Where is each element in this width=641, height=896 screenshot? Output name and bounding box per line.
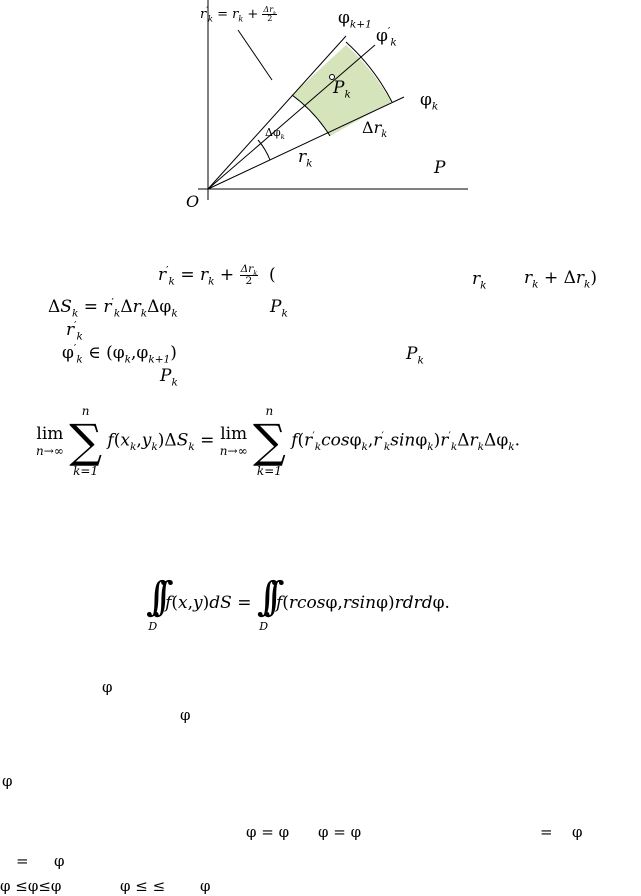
fig-label-pk: $P_k$ xyxy=(333,78,351,101)
fig-label-phi-k-prime: $\varphi'_k$ xyxy=(376,25,397,49)
polar-sector-diagram xyxy=(0,0,641,240)
fragment-row-eq1: φ = φ xyxy=(246,823,290,841)
formula-rk-prime-alone: $r'_k$ xyxy=(66,319,83,343)
fragment-row2-eq: = xyxy=(16,852,29,870)
fig-label-delta-rk: $\Delta r_k$ xyxy=(362,118,388,141)
formula-pk-a: $P_k$ xyxy=(270,297,288,320)
formula-pk-c: $P_k$ xyxy=(160,366,178,389)
fragment-phi-c: φ xyxy=(2,772,13,790)
angle-arc-delta-phi xyxy=(258,140,270,160)
formula-phi-in: $\varphi'_k$ ∈ $(\varphi_k,\varphi_{k+1})$ xyxy=(62,342,177,366)
formula-pk-b: $P_k$ xyxy=(406,344,424,367)
formula-limit-sum: lim n→∞ n ∑ k=1 $f(x_k,y_k)\Delta S_k = \lim$ n→∞ n ∑ k=1 $f(r'_k\cos\varphi_k,r'_k\sin\varphi_k)r'_k\Delta r_k\Delta\varphi_k$. xyxy=(36,404,521,478)
fig-label-rk-prime-formula: $r'_k = r_k$ + $\frac{\Delta r_k}{2}$ xyxy=(200,5,277,25)
fig-label-delta-phik: $\Delta\varphi_k$ xyxy=(265,126,285,142)
fragment-phi-a: φ xyxy=(102,678,113,696)
fig-label-phi-k1: $\varphi_{k+1}$ xyxy=(338,8,372,31)
fragment-row2-phi: φ xyxy=(54,852,65,870)
fragment-row3-phi: φ xyxy=(200,877,211,895)
fragment-row-eq3: = xyxy=(540,823,553,841)
formula-rk-prime: $r'_k = r_k$ + $\frac{\Delta r_k}{2}$ ( xyxy=(158,263,276,288)
formula-double-integral: ∫∫ D f(x,y)dS = ∫∫ D f(rcosφ,rsinφ)rdrdφ. xyxy=(146,574,450,633)
fig-label-p: P xyxy=(434,158,446,178)
fragment-row3-ineq1: φ ≤φ≤φ xyxy=(0,877,62,895)
fragment-phi-b: φ xyxy=(180,706,191,724)
fig-label-phi-k: $\varphi_k$ xyxy=(420,90,439,113)
formula-delta-sk: $\Delta S_k = r'_k\Delta r_k\Delta\varphi_k$ xyxy=(48,296,178,320)
fragment-row-phi3: φ xyxy=(572,823,583,841)
fragment-row-eq2: φ = φ xyxy=(318,823,362,841)
fragment-row3-ineq2: φ ≤ ≤ xyxy=(120,877,166,895)
fig-label-o: O xyxy=(186,192,200,211)
leader-line xyxy=(238,30,272,80)
fig-label-rk: $r_k$ xyxy=(298,147,313,170)
ray-phi-k xyxy=(208,97,404,189)
formula-rk: $r_k$ xyxy=(472,269,487,292)
formula-rk-plus-drk: $r_k + \Delta r_k$) xyxy=(524,268,598,291)
